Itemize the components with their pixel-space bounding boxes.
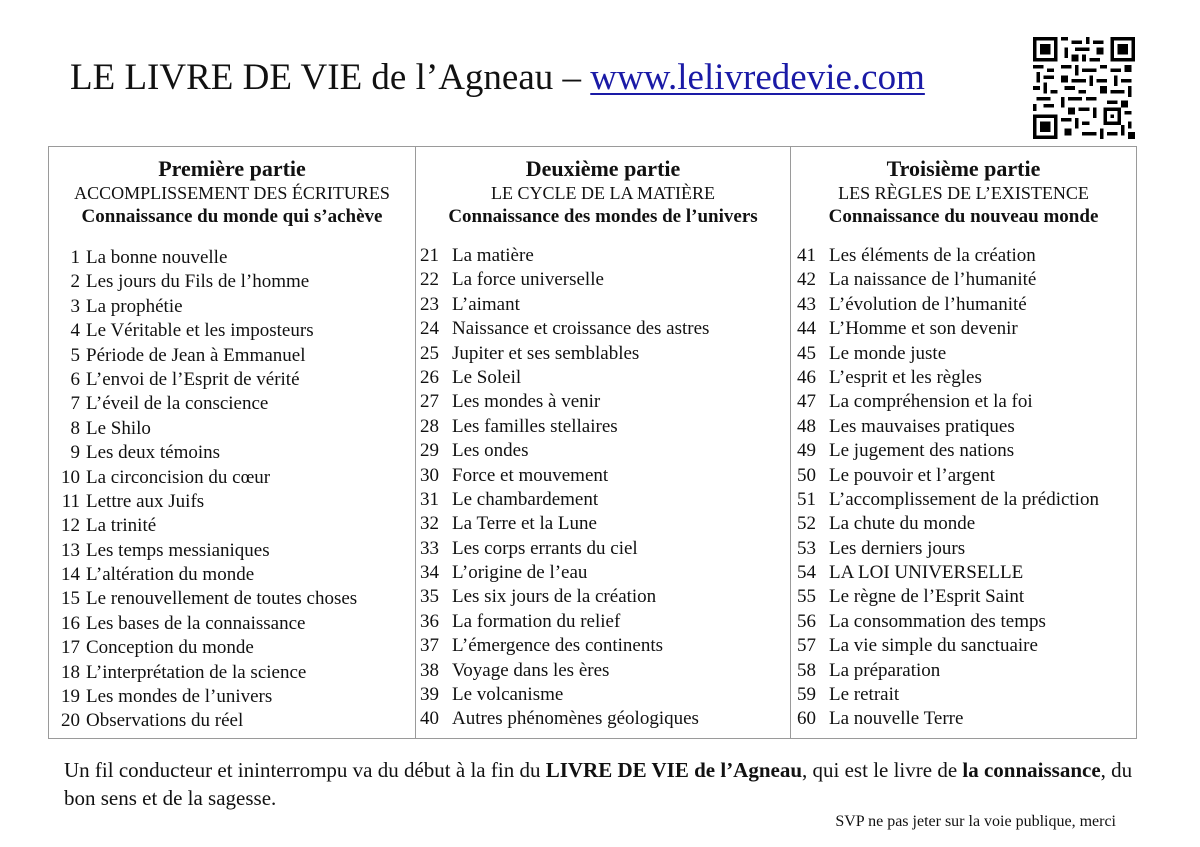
chapter-item — [55, 441, 357, 465]
part-1-header — [49, 147, 415, 229]
chapter-number: 21 — [420, 245, 439, 266]
chapter-title: Autres phénomènes géologiques — [452, 708, 699, 730]
chapter-number: 16 — [61, 612, 80, 634]
chapter-item — [420, 464, 709, 488]
chapter-item — [797, 537, 1099, 561]
chapter-number: 20 — [61, 710, 80, 732]
chapter-title: Les mondes de l’univers — [86, 686, 273, 708]
chapter-title: Le règne de l’Esprit Saint — [829, 586, 1025, 608]
chapter-title: Les ondes — [452, 440, 529, 462]
chapter-item — [55, 709, 357, 733]
chapter-title: Les jours du Fils de l’homme — [86, 271, 310, 293]
chapter-title: La consommation des temps — [829, 610, 1046, 632]
chapter-item — [797, 561, 1099, 585]
chapter-item — [797, 268, 1099, 292]
chapter-title: Observations du réel — [86, 710, 244, 732]
chapter-title: La trinité — [86, 515, 157, 537]
chapter-number: 5 — [70, 344, 80, 366]
chapter-item — [797, 585, 1099, 609]
chapter-number: 32 — [420, 513, 439, 535]
chapter-number: 57 — [797, 635, 816, 657]
chapter-item — [420, 415, 709, 439]
chapter-number: 12 — [61, 515, 80, 537]
chapter-item — [420, 537, 709, 561]
chapter-number: 43 — [797, 293, 816, 315]
chapter-title: L’origine de l’eau — [452, 562, 588, 584]
chapter-title: Le volcanisme — [452, 684, 564, 706]
title-text: LE LIVRE DE VIE de l’Agneau – — [70, 57, 591, 98]
chapter-title: La Terre et la Lune — [452, 513, 597, 535]
chapter-item — [420, 707, 709, 731]
footer-paragraph — [64, 756, 1134, 812]
chapter-title: Le chambardement — [452, 488, 599, 510]
chapter-number: 4 — [70, 320, 80, 342]
chapter-number: 36 — [420, 610, 439, 632]
part-2-subheading: LE CYCLE DE LA MATIÈRE — [491, 183, 715, 203]
chapter-number: 2 — [70, 271, 80, 293]
part-2-column — [415, 147, 790, 738]
chapter-title: Les bases de la connaissance — [86, 612, 306, 634]
chapter-item — [55, 246, 357, 270]
chapter-item — [55, 539, 357, 563]
chapter-number: 30 — [420, 464, 439, 486]
part-1-column — [49, 147, 415, 738]
chapter-number: 27 — [420, 391, 439, 413]
chapter-item — [420, 293, 709, 317]
chapter-number: 23 — [420, 293, 439, 315]
chapter-number: 7 — [70, 393, 80, 415]
chapter-title: Les mauvaises pratiques — [829, 415, 1015, 437]
chapter-number: 11 — [61, 490, 80, 512]
footer-bold-book-title: LIVRE DE VIE de l’Agneau — [545, 758, 803, 782]
chapter-item — [420, 585, 709, 609]
footer-text-1: Un fil conducteur et ininterrompu va du début à la fin du — [64, 758, 546, 782]
chapter-item — [797, 512, 1099, 536]
part-3-column — [790, 147, 1136, 738]
chapter-title: L’envoi de l’Esprit de vérité — [86, 368, 300, 390]
chapter-item — [420, 244, 709, 268]
chapter-item — [55, 295, 357, 319]
chapter-number: 37 — [420, 635, 439, 657]
chapter-number: 6 — [70, 368, 80, 390]
chapter-title: La chute du monde — [829, 513, 976, 535]
chapter-item — [420, 268, 709, 292]
chapter-item — [420, 317, 709, 341]
chapter-title: Voyage dans les ères — [452, 659, 610, 681]
part-2-header — [416, 147, 790, 229]
part-2-heading: Deuxième partie — [525, 156, 681, 181]
part-3-header — [791, 147, 1136, 229]
chapter-number: 9 — [70, 442, 80, 464]
chapter-item — [797, 244, 1099, 268]
chapter-title: La circoncision du cœur — [86, 466, 271, 488]
contents-table — [48, 146, 1137, 739]
chapter-item — [420, 366, 709, 390]
chapter-title: L’éveil de la conscience — [86, 393, 269, 415]
chapter-title: L’accomplissement de la prédiction — [829, 488, 1099, 510]
chapter-title: L’émergence des continents — [452, 635, 664, 657]
chapter-title: La nouvelle Terre — [829, 708, 964, 730]
chapter-item — [55, 319, 357, 343]
page-title — [70, 54, 925, 102]
chapter-item — [797, 317, 1099, 341]
chapter-number: 35 — [420, 586, 439, 608]
chapter-title: La naissance de l’humanité — [829, 269, 1037, 291]
chapter-number: 48 — [797, 415, 816, 437]
chapter-number: 41 — [797, 245, 816, 266]
chapter-number: 42 — [797, 269, 816, 291]
chapter-number: 45 — [797, 342, 816, 364]
chapter-title: La préparation — [829, 659, 941, 681]
chapter-title: Les familles stellaires — [452, 415, 618, 437]
chapter-number: 53 — [797, 537, 816, 559]
chapter-item — [55, 685, 357, 709]
chapter-item — [797, 707, 1099, 731]
chapter-item — [420, 610, 709, 634]
chapter-item — [420, 342, 709, 366]
chapter-number: 10 — [61, 466, 80, 488]
chapter-number: 49 — [797, 440, 816, 462]
chapter-number: 46 — [797, 366, 816, 388]
chapter-title: L’évolution de l’humanité — [829, 293, 1027, 315]
chapter-title: La matière — [452, 245, 534, 266]
chapter-title: Les deux témoins — [86, 442, 221, 464]
chapter-title: Jupiter et ses semblables — [452, 342, 640, 364]
chapter-item — [55, 563, 357, 587]
chapter-number: 44 — [797, 318, 816, 340]
chapter-number: 18 — [61, 661, 80, 683]
chapter-title: L’esprit et les règles — [829, 366, 982, 388]
chapter-number: 56 — [797, 610, 816, 632]
chapter-title: Conception du monde — [86, 637, 254, 659]
part-3-knowledge: Connaissance du nouveau monde — [828, 206, 1099, 227]
part-2-chapter-list — [420, 244, 709, 732]
chapter-number: 15 — [61, 588, 80, 610]
chapter-item — [55, 270, 357, 294]
chapter-title: Le Véritable et les imposteurs — [86, 320, 314, 342]
chapter-item — [55, 392, 357, 416]
chapter-number: 1 — [70, 247, 80, 268]
chapter-number: 55 — [797, 586, 816, 608]
chapter-title: Force et mouvement — [452, 464, 609, 486]
chapter-title: Le jugement des nations — [829, 440, 1015, 462]
chapter-item — [55, 514, 357, 538]
chapter-title: Les corps errants du ciel — [452, 537, 638, 559]
chapter-item — [797, 366, 1099, 390]
chapter-item — [420, 683, 709, 707]
chapter-title: Les mondes à venir — [452, 391, 601, 413]
footer-text-3: , du bon sens et de la sagesse. — [64, 758, 1133, 810]
chapter-number: 33 — [420, 537, 439, 559]
chapter-number: 47 — [797, 391, 816, 413]
chapter-title: La compréhension et la foi — [829, 391, 1033, 413]
part-3-heading: Troisième partie — [886, 156, 1041, 181]
chapter-title: Le Soleil — [452, 366, 522, 388]
chapter-title: L’altération du monde — [86, 564, 255, 586]
chapter-item — [55, 417, 357, 441]
chapter-number: 19 — [61, 686, 80, 708]
part-1-knowledge: Connaissance du monde qui s’achève — [81, 206, 383, 227]
chapter-item — [420, 561, 709, 585]
chapter-item — [420, 512, 709, 536]
chapter-item — [797, 464, 1099, 488]
chapter-item — [55, 344, 357, 368]
chapter-title: Les derniers jours — [829, 537, 966, 559]
chapter-item — [797, 610, 1099, 634]
chapter-title: L’Homme et son devenir — [829, 318, 1018, 340]
chapter-number: 29 — [420, 440, 439, 462]
chapter-number: 34 — [420, 562, 439, 584]
chapter-number: 26 — [420, 366, 439, 388]
chapter-title: La force universelle — [452, 269, 604, 291]
chapter-item — [420, 634, 709, 658]
chapter-number: 17 — [61, 637, 80, 659]
part-1-heading: Première partie — [158, 156, 306, 181]
chapter-title: Les six jours de la création — [452, 586, 657, 608]
chapter-title: Le monde juste — [829, 342, 947, 364]
chapter-item — [55, 636, 357, 660]
chapter-number: 38 — [420, 659, 439, 681]
chapter-number: 14 — [61, 564, 80, 586]
chapter-item — [797, 390, 1099, 414]
chapter-title: Période de Jean à Emmanuel — [86, 344, 306, 366]
chapter-item — [420, 390, 709, 414]
chapter-number: 50 — [797, 464, 816, 486]
chapter-item — [55, 612, 357, 636]
chapter-number: 51 — [797, 488, 816, 510]
chapter-number: 3 — [70, 295, 80, 317]
chapter-item — [797, 293, 1099, 317]
chapter-title: La vie simple du sanctuaire — [829, 635, 1038, 657]
part-1-subheading: ACCOMPLISSEMENT DES ÉCRITURES — [74, 183, 390, 203]
chapter-title: Le retrait — [829, 684, 900, 706]
chapter-title: Le pouvoir et l’argent — [829, 464, 995, 486]
chapter-number: 54 — [797, 562, 816, 584]
chapter-item — [797, 634, 1099, 658]
chapter-item — [797, 439, 1099, 463]
chapter-item — [797, 659, 1099, 683]
qr-code-icon — [1033, 37, 1135, 139]
chapter-title: Les temps messianiques — [86, 539, 270, 561]
chapter-number: 13 — [61, 539, 80, 561]
chapter-item — [55, 661, 357, 685]
chapter-number: 22 — [420, 269, 439, 291]
chapter-item — [797, 415, 1099, 439]
chapter-title: Naissance et croissance des astres — [452, 318, 710, 340]
chapter-number: 39 — [420, 684, 439, 706]
chapter-number: 59 — [797, 684, 816, 706]
footer-text-2: , qui est le livre de — [802, 758, 963, 782]
chapter-number: 58 — [797, 659, 816, 681]
chapter-number: 24 — [420, 318, 439, 340]
chapter-item — [55, 368, 357, 392]
chapter-number: 25 — [420, 342, 439, 364]
chapter-title: L’interprétation de la science — [86, 661, 307, 683]
chapter-item — [420, 659, 709, 683]
chapter-number: 28 — [420, 415, 439, 437]
part-1-chapter-list — [55, 246, 357, 734]
chapter-title: La formation du relief — [452, 610, 621, 632]
part-3-subheading: LES RÈGLES DE L’EXISTENCE — [838, 183, 1089, 203]
part-2-knowledge: Connaissance des mondes de l’univers — [448, 206, 758, 227]
chapter-item — [55, 490, 357, 514]
chapter-item — [797, 488, 1099, 512]
chapter-number: 8 — [70, 417, 80, 439]
chapter-number: 40 — [420, 708, 439, 730]
chapter-item — [55, 587, 357, 611]
chapter-number: 31 — [420, 488, 439, 510]
chapter-number: 52 — [797, 513, 816, 535]
chapter-title: Le Shilo — [86, 417, 151, 439]
footer-bold-knowledge: la connaissance — [962, 758, 1101, 782]
chapter-item — [797, 342, 1099, 366]
part-3-chapter-list — [797, 244, 1099, 732]
footer-note: SVP ne pas jeter sur la voie publique, merci — [835, 813, 1116, 830]
chapter-title: La prophétie — [86, 295, 183, 317]
chapter-item — [420, 439, 709, 463]
chapter-title: LA LOI UNIVERSELLE — [829, 562, 1024, 584]
chapter-title: La bonne nouvelle — [86, 247, 228, 268]
website-link[interactable]: www.lelivredevie.com — [590, 57, 925, 98]
chapter-item — [55, 466, 357, 490]
chapter-item — [797, 683, 1099, 707]
chapter-item — [420, 488, 709, 512]
chapter-title: Lettre aux Juifs — [86, 490, 205, 512]
chapter-title: Les éléments de la création — [829, 245, 1036, 266]
chapter-title: Le renouvellement de toutes choses — [86, 588, 358, 610]
chapter-number: 60 — [797, 708, 816, 730]
chapter-title: L’aimant — [452, 293, 520, 315]
